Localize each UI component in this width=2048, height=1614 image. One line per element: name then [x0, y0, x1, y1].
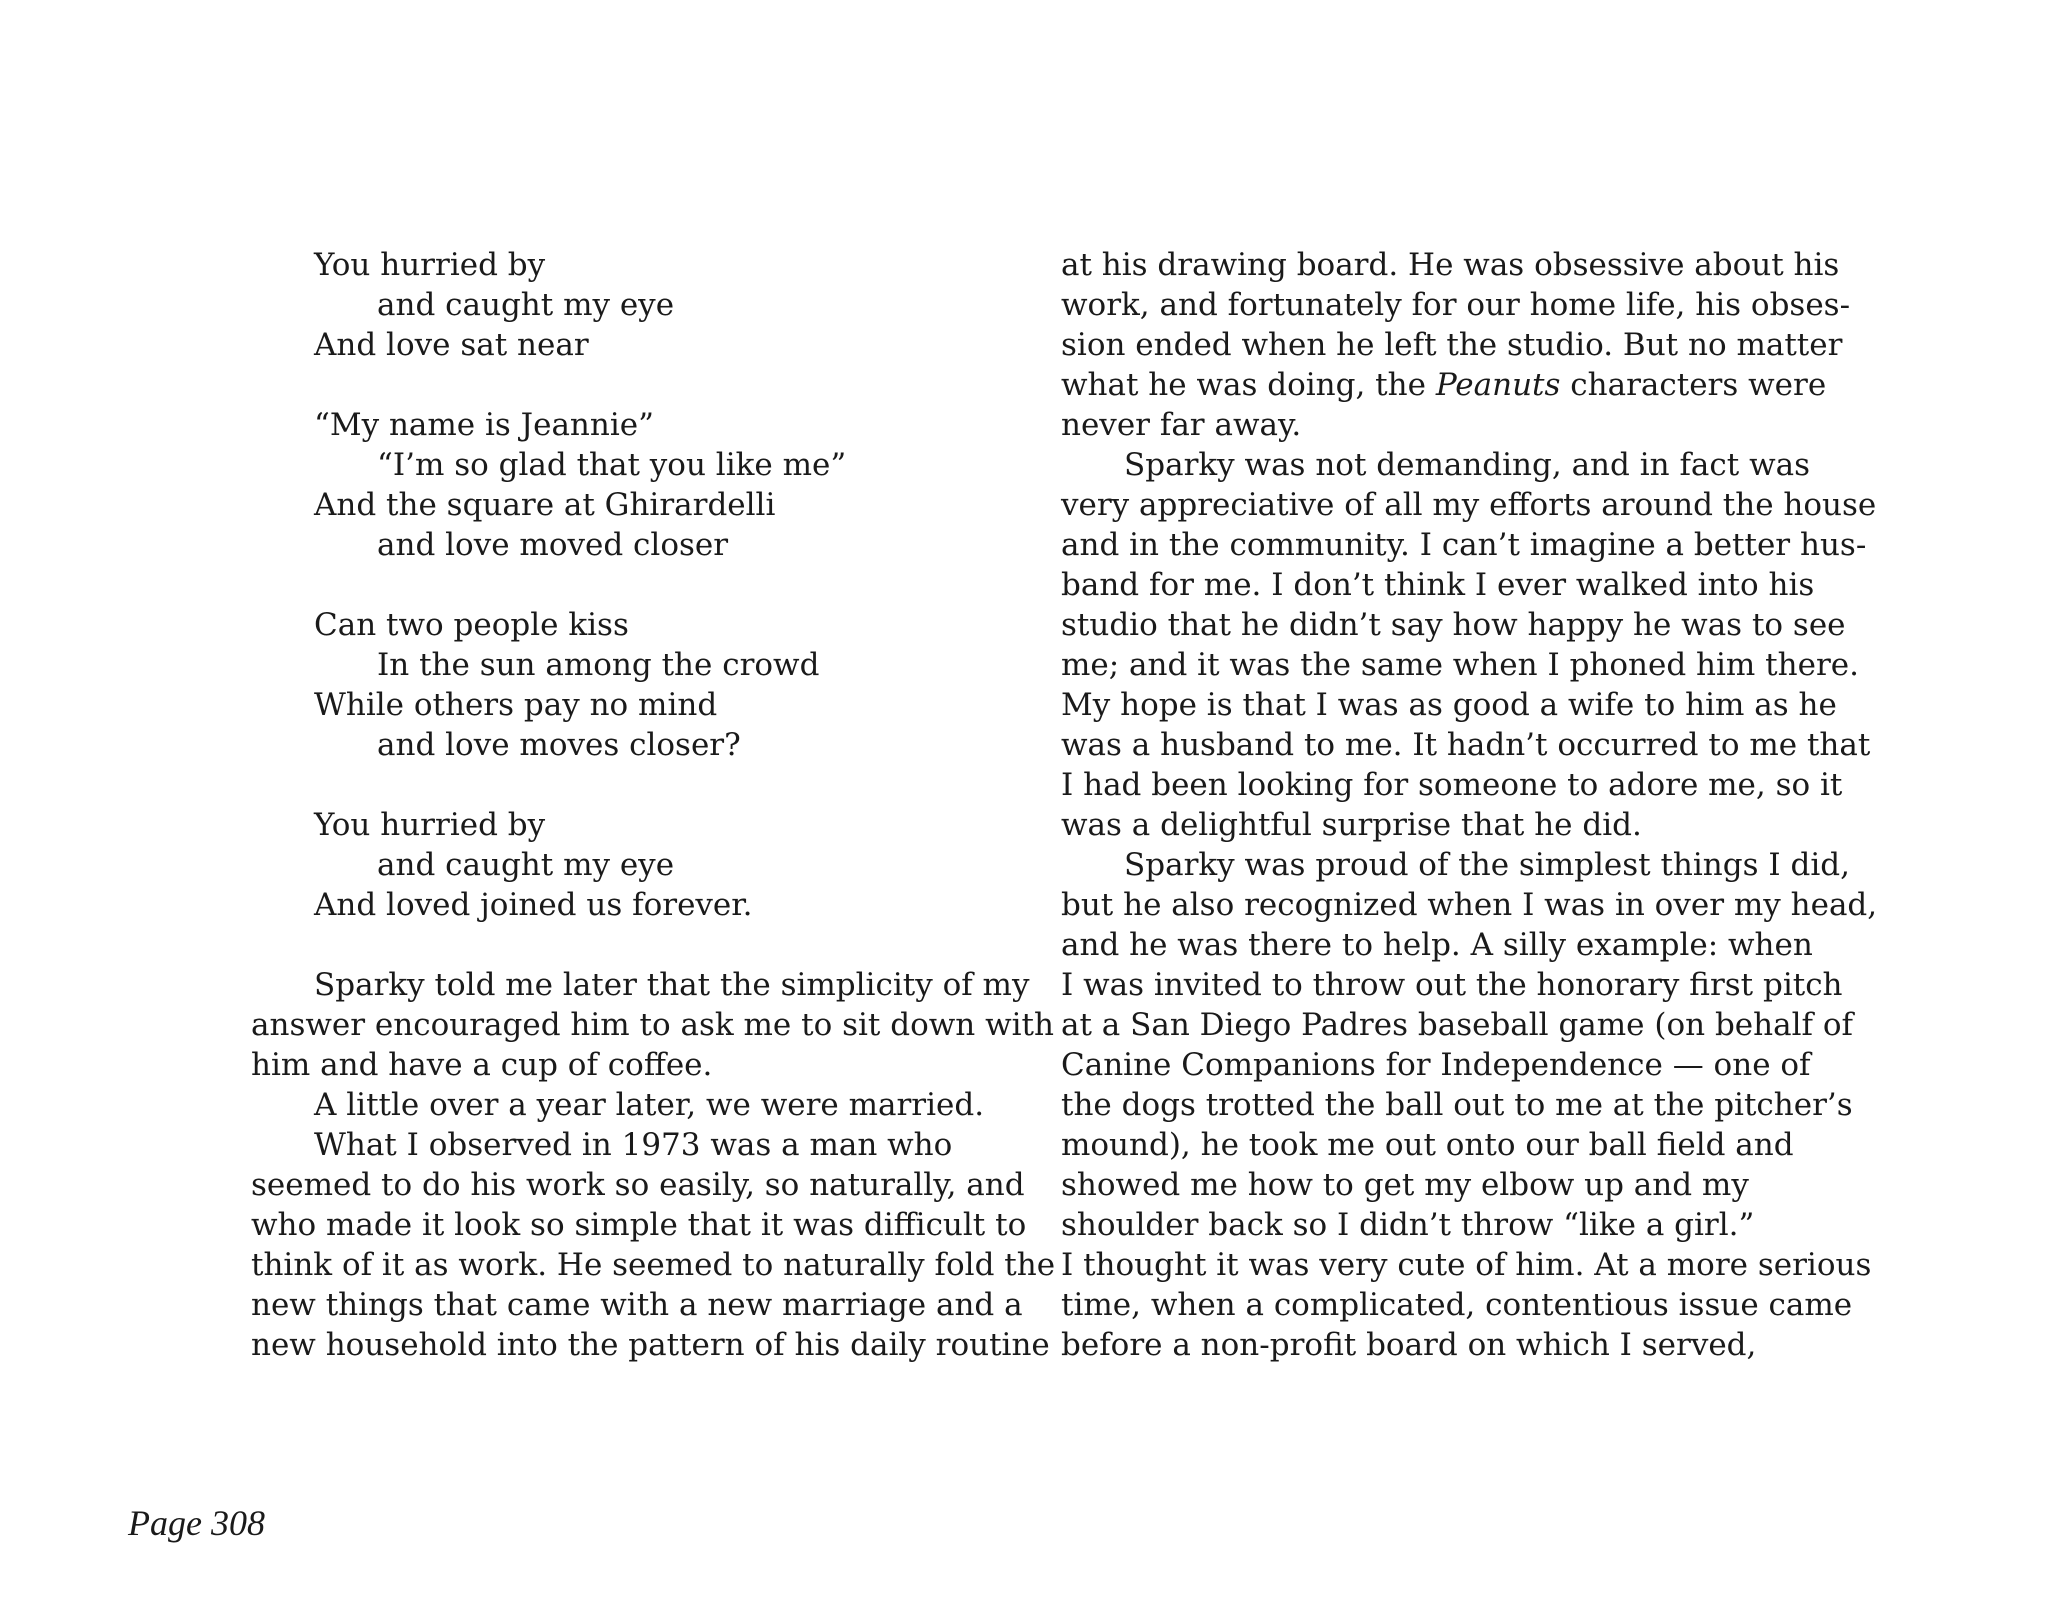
body-line: sion ended when he left the studio. But no matter	[1061, 327, 1843, 363]
poem-line: and caught my eye	[377, 287, 675, 323]
body-line: me; and it was the same when I phoned him there.	[1061, 647, 1859, 683]
body-line: never far away.	[1061, 407, 1302, 443]
body-line: before a non-profit board on which I served,	[1061, 1327, 1757, 1363]
body-line: think of it as work. He seemed to naturally fold the	[251, 1247, 1056, 1283]
body-line: him and have a cup of coffee.	[251, 1047, 713, 1083]
body-line: at a San Diego Padres baseball game (on behalf of	[1061, 1007, 1853, 1043]
poem-line: While others pay no mind	[314, 687, 718, 723]
poem-line: Can two people kiss	[314, 607, 629, 643]
body-line: I was invited to throw out the honorary first pitch	[1061, 967, 1843, 1003]
poem-line: And love sat near	[314, 327, 589, 363]
body-line: Canine Companions for Independence — one of	[1061, 1047, 1811, 1083]
poem-line: and love moves closer?	[377, 727, 741, 763]
body-line: Sparky was proud of the simplest things I did,	[1124, 847, 1850, 883]
poem-line: “I’m so glad that you like me”	[377, 447, 847, 483]
body-line: showed me how to get my elbow up and my	[1061, 1167, 1749, 1203]
poem-line: In the sun among the crowd	[377, 647, 820, 683]
body-line: and in the community. I can’t imagine a better hus-	[1061, 527, 1867, 563]
body-text: what he was doing, the	[1061, 367, 1436, 403]
body-line: very appreciative of all my efforts around the house	[1061, 487, 1877, 523]
poem-line: You hurried by	[314, 807, 546, 843]
body-line: and he was there to help. A silly example: when	[1061, 927, 1813, 963]
body-line: answer encouraged him to ask me to sit down with	[251, 1007, 1054, 1043]
right-column	[1061, 245, 1878, 1365]
poem-line: And loved joined us forever.	[314, 887, 753, 923]
body-line: mound), he took me out onto our ball field and	[1061, 1127, 1794, 1163]
body-line: studio that he didn’t say how happy he was to see	[1061, 607, 1846, 643]
body-line: shoulder back so I didn’t throw “like a girl.”	[1061, 1207, 1755, 1243]
body-line: A little over a year later, we were married.	[314, 1087, 985, 1123]
page-number: Page 308	[128, 1503, 265, 1543]
body-line: I had been looking for someone to adore me, so it	[1061, 767, 1843, 803]
body-line: time, when a complicated, contentious issue came	[1061, 1287, 1853, 1323]
poem-line: You hurried by	[314, 247, 546, 283]
body-line: was a delightful surprise that he did.	[1061, 807, 1642, 843]
body-line: was a husband to me. It hadn’t occurred to me that	[1061, 727, 1871, 763]
poem-line: and love moved closer	[377, 527, 729, 563]
body-line: What I observed in 1973 was a man who	[314, 1127, 953, 1163]
body-line: band for me. I don’t think I ever walked into his	[1061, 567, 1815, 603]
poem-line: “My name is Jeannie”	[314, 407, 654, 443]
body-line: Sparky was not demanding, and in fact was	[1124, 447, 1810, 483]
body-line: seemed to do his work so easily, so naturally, and	[251, 1167, 1025, 1203]
body-line: the dogs trotted the ball out to me at the pitcher’s	[1061, 1087, 1853, 1123]
body-line: new things that came with a new marriage and a	[251, 1287, 1023, 1323]
poem-line: and caught my eye	[377, 847, 675, 883]
body-line: I thought it was very cute of him. At a more serious	[1061, 1247, 1872, 1283]
body-line: but he also recognized when I was in over my head,	[1061, 887, 1878, 923]
body-line: at his drawing board. He was obsessive about his	[1061, 247, 1840, 283]
body-text: characters were	[1560, 367, 1827, 403]
body-line: Sparky told me later that the simplicity of my	[314, 967, 1030, 1003]
left-column	[251, 245, 1056, 1365]
poem-line: And the square at Ghirardelli	[314, 487, 776, 523]
body-line: who made it look so simple that it was difficult to	[251, 1207, 1027, 1243]
italic-title: Peanuts	[1435, 367, 1561, 403]
body-line: work, and fortunately for our home life, his obses-	[1061, 287, 1851, 323]
body-line	[1061, 365, 1831, 405]
body-line: My hope is that I was as good a wife to him as he	[1061, 687, 1837, 723]
body-line: new household into the pattern of his daily routine	[251, 1327, 1050, 1363]
